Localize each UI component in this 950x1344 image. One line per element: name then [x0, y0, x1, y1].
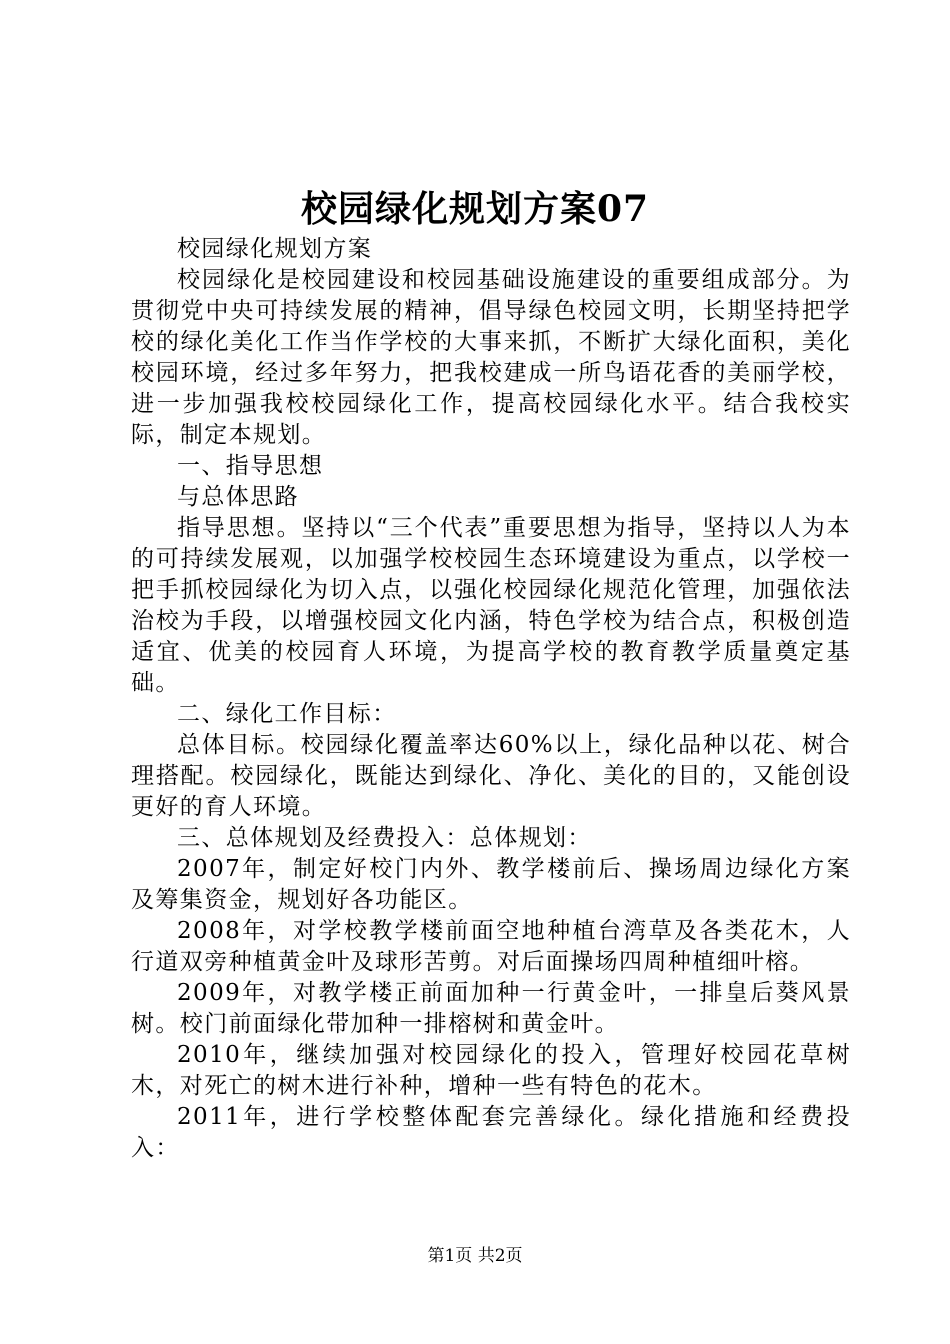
paragraph-guiding-thought: 指导思想。坚持以“三个代表”重要思想为指导，坚持以人为本的可持续发展观，以加强学校校园生态环境建设为重点，以学校一把手抓校园绿化为切入点，以强化校园绿化规范化管理，加强依法治校为手段，以增强校园文化内涵，特色学校为结合点，积极创造适宜、优美的校园育人环境，为提高学校的教育教学质量奠定基础。 [131, 515, 851, 696]
page-footer: 第1页 共2页 [427, 1246, 523, 1266]
paragraph-year-2009: 2009年，对教学楼正前面加种一行黄金叶，一排皇后葵风景树。校门前面绿化带加种一排榕树和黄金叶。 [131, 980, 851, 1037]
section-heading-1: 一、指导思想 [177, 453, 324, 479]
paragraph-intro: 校园绿化是校园建设和校园基础设施建设的重要组成部分。为贯彻党中央可持续发展的精神，倡导绿色校园文明，长期坚持把学校的绿化美化工作当作学校的大事来抓，不断扩大绿化面积，美化校园环境，经过多年努力，把我校建成一所鸟语花香的美丽学校，进一步加强我校校园绿化工作，提高校园绿化水平。结合我校实际，制定本规划。 [131, 267, 851, 448]
paragraph-subtitle: 校园绿化规划方案 [177, 236, 373, 262]
paragraph-overall-goal: 总体目标。校园绿化覆盖率达60%以上，绿化品种以花、树合理搭配。校园绿化，既能达到绿化、净化、美化的目的，又能创设更好的育人环境。 [131, 732, 851, 820]
section-heading-3: 三、总体规划及经费投入：总体规划： [177, 825, 592, 851]
paragraph-year-2008: 2008年，对学校教学楼前面空地种植台湾草及各类花木，人行道双旁种植黄金叶及球形苦剪。对后面操场四周种植细叶榕。 [131, 918, 851, 975]
document-body [131, 234, 851, 1164]
paragraph-year-2007: 2007年，制定好校门内外、教学楼前后、操场周边绿化方案及筹集资金，规划好各功能区。 [131, 856, 851, 913]
paragraph-year-2010: 2010年，继续加强对校园绿化的投入，管理好校园花草树木，对死亡的树木进行补种，增种一些有特色的花木。 [131, 1042, 851, 1099]
section-heading-2: 二、绿化工作目标： [177, 701, 397, 727]
document-title: 校园绿化规划方案07 [300, 188, 650, 230]
section-heading-1-cont: 与总体思路 [177, 484, 299, 510]
paragraph-year-2011: 2011年，进行学校整体配套完善绿化。绿化措施和经费投入： [131, 1104, 851, 1161]
